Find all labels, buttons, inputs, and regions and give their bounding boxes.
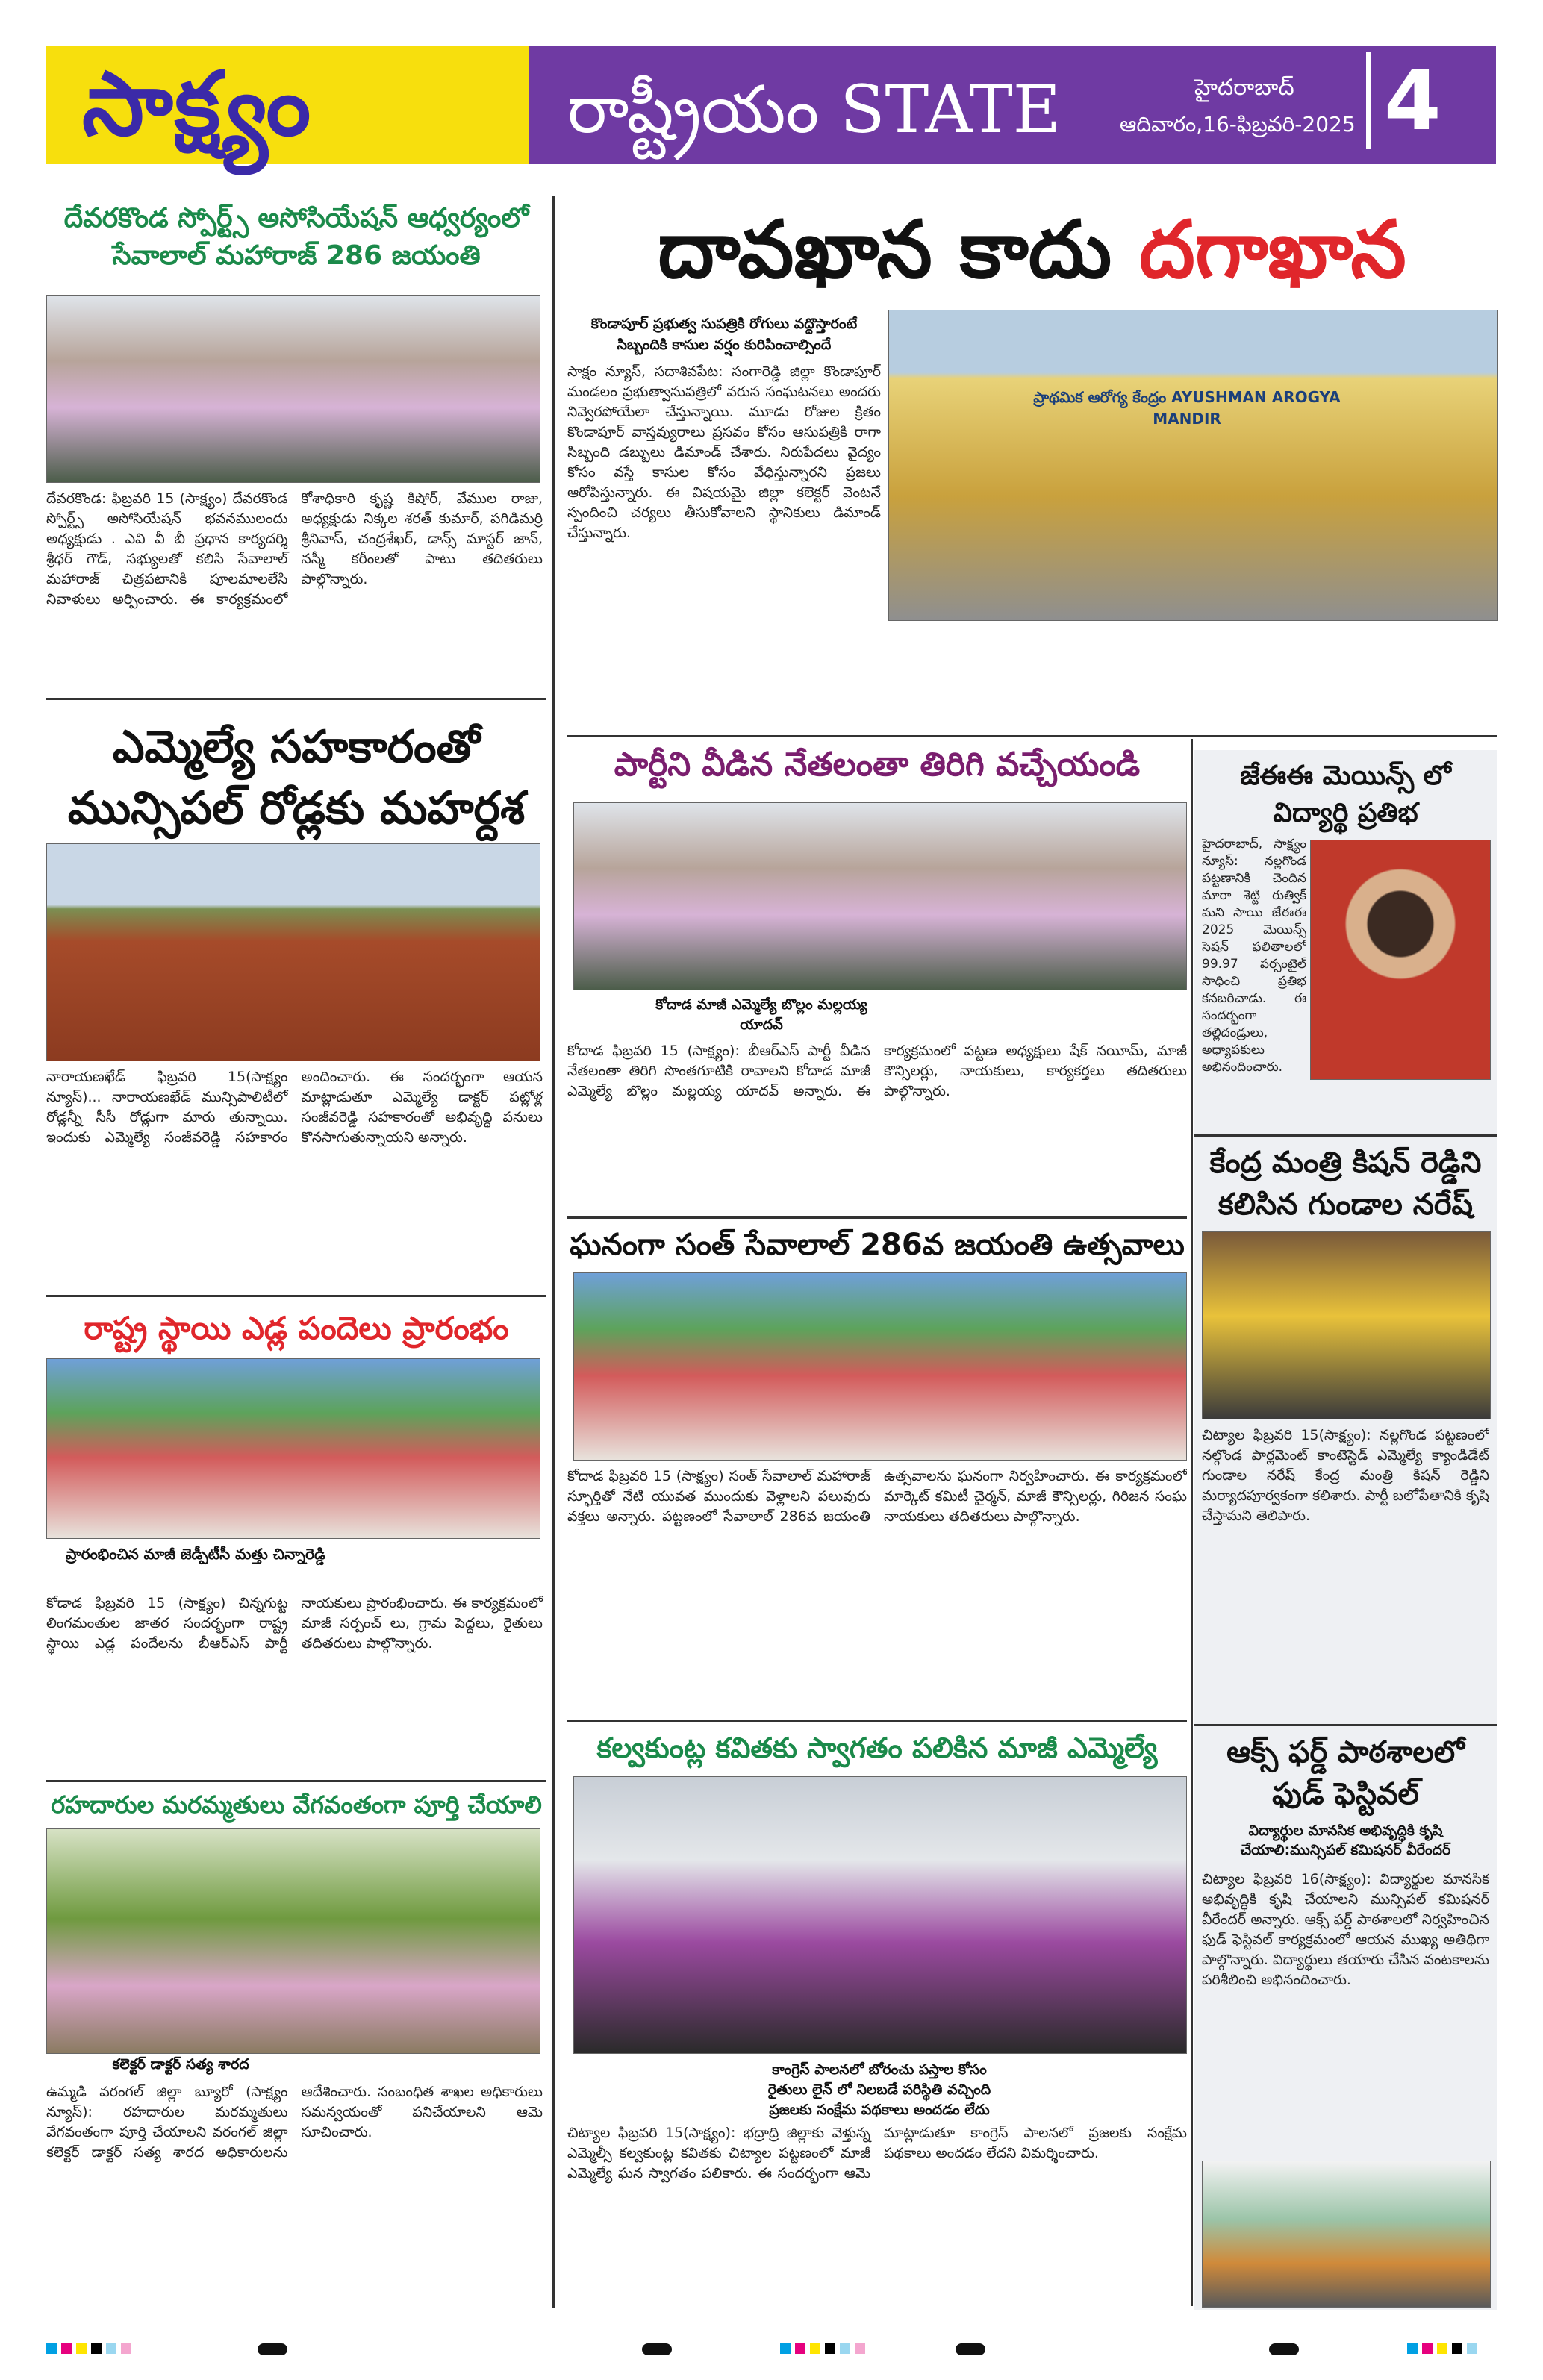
roads-headline: ఎమ్మెల్యే సహకారంతో మున్సిపల్ రోడ్లకు మహర్దశ — [67, 721, 526, 834]
lead-headline-red: దగాఖాన — [1139, 204, 1406, 296]
column-rule-left — [552, 196, 555, 2308]
registration-marks-center — [780, 2343, 865, 2354]
divider — [46, 698, 546, 700]
dateline-date: ఆదివారం,16-ఫిబ్రవరి-2025 — [1120, 112, 1356, 137]
minister-photo — [1202, 1231, 1491, 1419]
party-headline: పార్టీని వీడిన నేతలంతా తిరిగి వచ్చేయండి — [614, 746, 1141, 784]
roads-photo — [46, 843, 540, 1061]
bulls-body: కోడాడ ఫిబ్రవరి 15 (సాక్ష్యం) చిన్నగుట్ట లింగమంతుల జాతర సందర్భంగా రాష్ట్ర స్థాయి ఎడ్ల పందేలను బీఆర్ఎస్ పార్టీ నాయకులు ప్రారంభించారు. ఈ కార్యక్రమంలో మాజీ సర్పంచ్ లు, గ్రామ పెద్దలు, రైతులు తదితరులు పాల్గొన్నారు. — [46, 1595, 543, 1652]
highway-body: ఉమ్మడి వరంగల్ జిల్లా బ్యూరో (సాక్ష్యం న్యూస్): రహదారుల మరమ్మతులు వేగవంతంగా పూర్తి చేయాలని వరంగల్ జిల్లా కలెక్టర్ డాక్టర్ సత్య శారద అధికారులను ఆదేశించారు. సంబంధిత శాఖల అధికారులు సమన్వయంతో పనిచేయాలని ఆమె సూచించారు. — [46, 2084, 543, 2161]
bulls-caption: ప్రారంభించిన మాజీ జెడ్పీటీసీ మత్తు చిన్నారెడ్డి — [66, 1545, 325, 1563]
lead-photo-sign: ప్రాథమిక ఆరోగ్య కేంద్రం AYUSHMAN AROGYA MANDIR — [1033, 388, 1341, 428]
sports-photo — [46, 295, 540, 483]
registration-marks-right — [1407, 2343, 1477, 2354]
minister-headline: కేంద్ర మంత్రి కిషన్ రెడ్డిని కలిసిన గుండాల నరేష్ — [1209, 1146, 1482, 1222]
divider — [1194, 1134, 1497, 1137]
bulls-photo — [46, 1358, 540, 1539]
registration-pill — [1269, 2343, 1299, 2355]
kavitha-headline: కల్వకుంట్ల కవితకు స్వాగతం పలికిన మాజీ ఎమ్మెల్యే — [596, 1731, 1158, 1764]
party-photo — [573, 802, 1187, 990]
jee-body: హైదరాబాద్, సాక్ష్యం న్యూస్: నల్లగొండ పట్టణానికి చెందిన మారా శెట్టి రుత్విక్ మని సాయి జేఈఈ 2025 మెయిన్స్ సెషన్ ఫలితాలలో 99.97 పర్సంటైల్ సాధించి ప్రతిభ కనబరిచాడు. ఈ సందర్భంగా తల్లిదండ్రులు, అధ్యాపకులు అభినందించారు. — [1202, 837, 1306, 1075]
food-headline: ఆక్స్ ఫర్డ్ పాఠశాలలో ఫుడ్ ఫెస్టివల్ — [1226, 1735, 1465, 1811]
section-title: రాష్ట్రీయం STATE — [567, 71, 1062, 148]
kavitha-decks — [573, 2060, 1185, 2120]
newspaper-logo: సాక్ష్యం — [82, 52, 313, 155]
lead-body: సాక్షం న్యూస్, సదాశివపేట: సంగారెడ్డి జిల్లా కొండాపూర్ మండలం ప్రభుత్వాసుపత్రిలో వరుస సంఘటనలు అందరు నివ్వెరపోయేలా చేస్తున్నాయి. మూడు రోజుల క్రితం కొండాపూర్ వాస్తవ్యురాలు ప్రసవం కోసం ఆసుపత్రికి రాగా సిబ్బంది డబ్బులు డిమాండ్ చేశారు. నిరుపేదలు వైద్యం కోసం వస్తే కాసుల కోసం వేధిస్తున్నారని ప్రజలు ఆరోపిస్తున్నారు. ఈ విషయమై జిల్లా కలెక్టర్ వెంటనే స్పందించి చర్యలు తీసుకోవాలని స్థానికులు డిమాండ్ చేస్తున్నారు. — [567, 363, 881, 541]
sports-headline: దేవరకొండ స్పోర్ట్స్ అసోసియేషన్ ఆధ్వర్యంలో సేవాలాల్ మహారాజ్ 286 జయంతి — [63, 203, 529, 271]
divider — [567, 735, 1497, 737]
dateline-city: హైదరాబాద్ — [1194, 75, 1294, 101]
kavitha-deck-1: కాంగ్రెస్ పాలనలో బోరంచు పస్తాల కోసం — [772, 2061, 987, 2078]
sports-body: దేవరకొండ: ఫిబ్రవరి 15 (సాక్ష్యం) దేవరకొండ స్పోర్ట్స్ అసోసియేషన్ భవనములందు అధ్యక్షుడు . ఎవి వీ బీ ప్రధాన కార్యదర్శి శ్రీధర్ గౌడ్, సభ్యులతో కలిసి సేవాలాల్ మహారాజ్ చిత్రపటానికి పూలమాలలేసి నివాళులు అర్పించారు. ఈ కార్యక్రమంలో కోశాధికారి కృష్ణ కిషోర్, వేముల రాజు, అధ్యక్షుడు నిక్కల శరత్ కుమార్, పగిడిమర్రి శ్రీనివాస్, చంద్రశేఖర్, డాన్స్ మాస్టర్ జాన్, నస్మీ కరీంలతో పాటు తదితరులు పాల్గొన్నారు. — [46, 490, 543, 608]
registration-pill — [642, 2343, 672, 2355]
divider — [46, 1780, 546, 1782]
kavitha-body: చిట్యాల ఫిబ్రవరి 15(సాక్ష్యం): భద్రాద్రి జిల్లాకు వెళ్తున్న ఎమ్మెల్సీ కల్వకుంట్ల కవితకు చిట్యాల పట్టణంలో మాజీ ఎమ్మెల్యే ఘన స్వాగతం పలికారు. ఈ సందర్భంగా ఆమె మాట్లాడుతూ కాంగ్రెస్ పాలనలో ప్రజలకు సంక్షేమ పథకాలు అందడం లేదని విమర్శించారు. — [567, 2125, 1187, 2181]
sevalal-headline: ఘనంగా సంత్ సేవాలాల్ 286వ జయంతి ఉత్సవాలు — [570, 1228, 1185, 1262]
column-rule-right — [1191, 739, 1193, 2306]
lead-body-continued — [888, 627, 1497, 731]
highway-headline: రహదారుల మరమ్మతులు వేగవంతంగా పూర్తి చేయాలి — [51, 1790, 542, 1819]
lead-headline — [567, 202, 1497, 299]
jee-photo — [1310, 840, 1491, 1080]
bulls-headline: రాష్ట్ర స్థాయి ఎడ్ల పందెలు ప్రారంభం — [84, 1310, 509, 1346]
kavitha-deck-2: రైతులు లైన్ లో నిలబడే పరిస్థితి వచ్చింది — [767, 2081, 991, 2098]
lead-deck: కొండాపూర్ ప్రభుత్వ సుపత్రికి రోగులు వద్దొస్తారంటే సిబ్బందికి కాసుల వర్షం కురిపించాల్సిందే — [590, 316, 858, 353]
sevalal-photo — [573, 1272, 1187, 1461]
sevalal-body: కోదాడ ఫిబ్రవరి 15 (సాక్ష్యం) సంత్ సేవాలాల్ మహారాజ్ స్ఫూర్తితో నేటి యువత ముందుకు వెళ్లాలని పలువురు వక్తలు అన్నారు. పట్టణంలో సేవాలాల్ 286వ జయంతి ఉత్సవాలను ఘనంగా నిర్వహించారు. ఈ కార్యక్రమంలో మార్కెట్ కమిటీ చైర్మన్, మాజీ కౌన్సిలర్లు, గిరిజన సంఘ నాయకులు తదితరులు పాల్గొన్నారు. — [567, 1468, 1187, 1525]
divider — [46, 1295, 546, 1297]
party-body: కోదాడ ఫిబ్రవరి 15 (సాక్ష్యం): బీఆర్ఎస్ పార్టీ వీడిన నేతలంతా తిరిగి సొంతగూటికి రావాలని కోదాడ మాజీ ఎమ్మెల్యే బొల్లం మల్లయ్య యాదవ్ అన్నారు. ఈ కార్యక్రమంలో పట్టణ అధ్యక్షులు షేక్ నయీమ్, మాజీ కౌన్సిలర్లు, నాయకులు, కార్యకర్తలు తదితరులు పాల్గొన్నారు. — [567, 1043, 1187, 1099]
roads-body: నారాయణఖేడ్ ఫిబ్రవరి 15(సాక్ష్యం న్యూస్)... నారాయణఖేడ్ మున్సిపాలిటీలో రోడ్లన్నీ సీసీ రోడ్లుగా మారు తున్నాయి. ఇందుకు ఎమ్మెల్యే సంజీవరెడ్డి సహకారం అందించారు. ఈ సందర్భంగా ఆయన మాట్లాడుతూ ఎమ్మెల్యే డాక్టర్ పట్లోళ్ల సంజీవరెడ్డి సహకారంతో అభివృద్ధి పనులు కొనసాగుతున్నాయని అన్నారు. — [46, 1069, 543, 1146]
jee-headline: జేఈఈ మెయిన్స్ లో విద్యార్థి ప్రతిభ — [1240, 760, 1451, 828]
lead-photo — [888, 310, 1498, 621]
divider — [567, 1720, 1187, 1722]
party-caption: కోదాడ మాజీ ఎమ్మెల్యే బొల్లం మల్లయ్య యాదవ్ — [655, 996, 867, 1033]
food-body: చిట్యాల ఫిబ్రవరి 16(సాక్ష్యం): విద్యార్థుల మానసిక అభివృద్ధికి కృషి చేయాలని మున్సిపల్ కమిషనర్ వీరేందర్ అన్నారు. ఆక్స్ ఫర్డ్ పాఠశాలలో నిర్వహించిన ఫుడ్ ఫెస్టివల్ కార్యక్రమంలో ఆయన ముఖ్య అతిథిగా పాల్గొన్నారు. విద్యార్థులు తయారు చేసిన వంటకాలను పరిశీలించి అభినందించారు. — [1202, 1871, 1489, 1988]
kavitha-photo — [573, 1776, 1187, 2054]
registration-pill — [956, 2343, 985, 2355]
highway-caption: కలెక్టర్ డాక్టర్ సత్య శారద — [112, 2056, 249, 2073]
divider — [1194, 1724, 1497, 1726]
food-deck: విద్యార్థుల మానసిక అభివృద్ధికి కృషి చేయాలి:మున్సిపల్ కమిషనర్ వీరేందర్ — [1240, 1823, 1451, 1858]
minister-body: చిట్యాల ఫిబ్రవరి 15(సాక్ష్యం): నల్లగొండ పట్టణంలో నల్గొండ పార్లమెంట్ కాంటెస్టెడ్ ఎమ్మెల్యే క్యాండిడేట్ గుండాల నరేష్ కేంద్ర మంత్రి కిషన్ రెడ్డిని మర్యాదపూర్వకంగా కలిశారు. పార్టీ బలోపేతానికి కృషి చేస్తామని తెలిపారు. — [1202, 1427, 1489, 1524]
registration-pill — [258, 2343, 287, 2355]
divider — [567, 1216, 1187, 1219]
food-photo — [1202, 2161, 1491, 2308]
page-number: 4 — [1366, 52, 1441, 149]
registration-marks-left — [46, 2343, 131, 2354]
lead-headline-black: దావఖాన కాదు — [658, 204, 1112, 296]
highway-photo — [46, 1828, 540, 2054]
kavitha-deck-3: ప్రజలకు సంక్షేమ పథకాలు అందడం లేదు — [769, 2102, 990, 2118]
